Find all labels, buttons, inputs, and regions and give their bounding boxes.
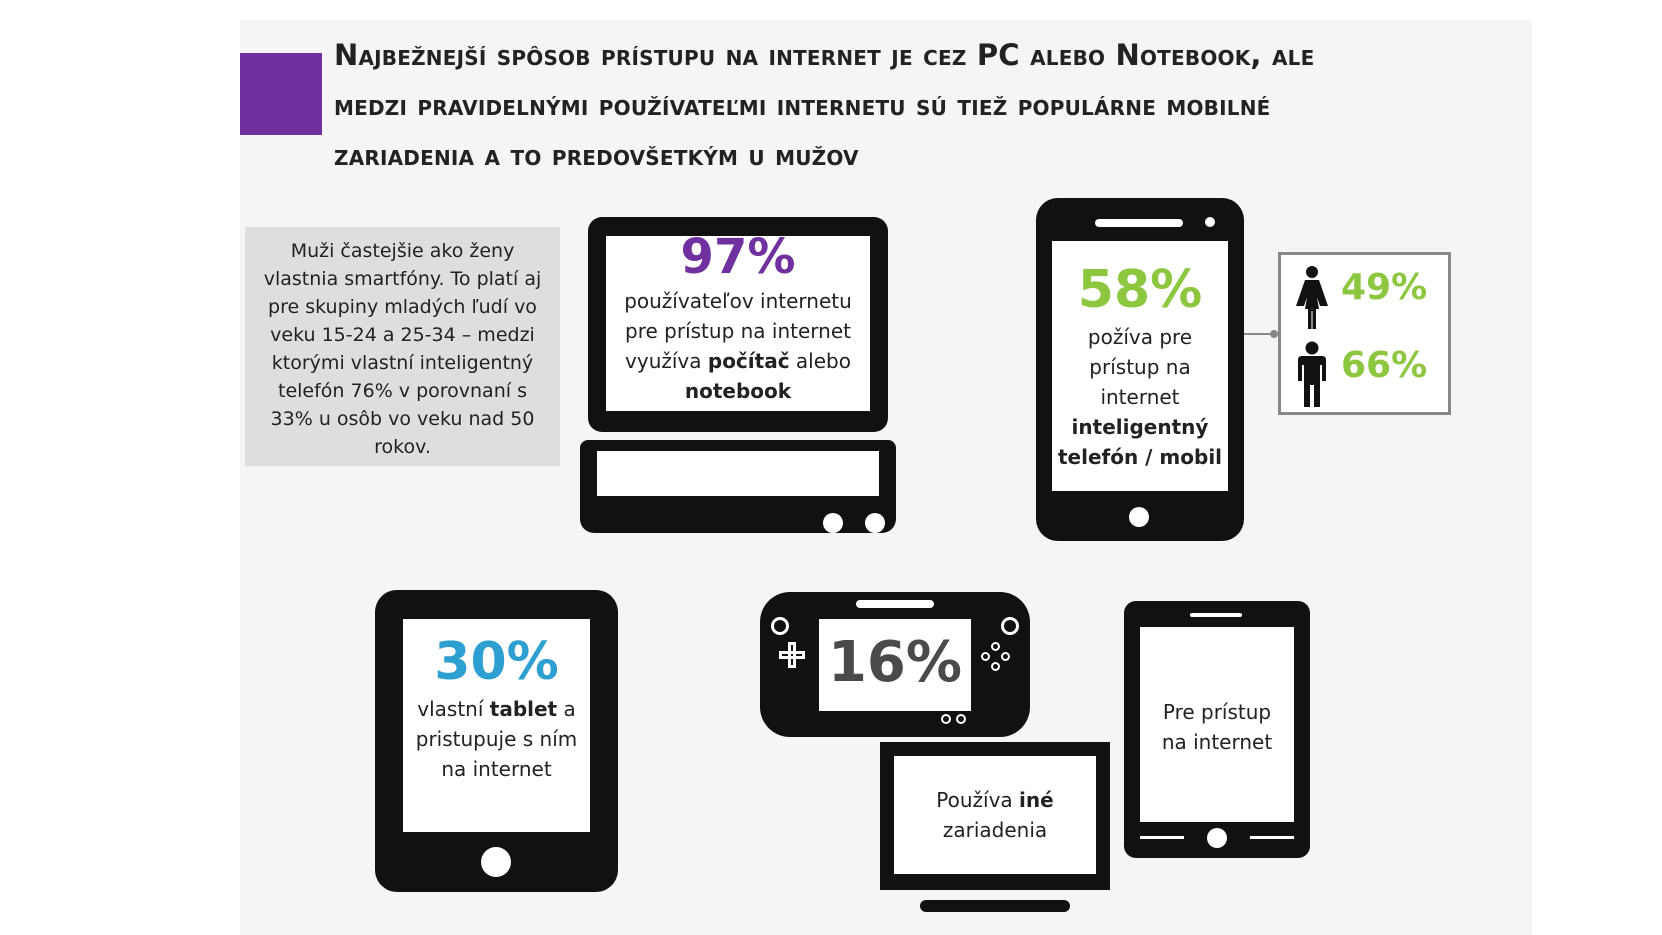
tablet-text-after: a pristupuje s ním na internet — [415, 697, 578, 781]
laptop-stat — [606, 228, 870, 406]
gender-breakdown — [1278, 252, 1451, 415]
male-icon — [1295, 341, 1329, 409]
female-icon — [1293, 265, 1331, 331]
tablet-stat — [403, 630, 590, 784]
title-line-2: medzi pravidelnými používateľmi internetu sú tiež populárne mobilné — [334, 88, 1271, 122]
title-line-3: zariadenia a to predovšetkým u mužov — [334, 138, 859, 172]
monitor-bold: iné — [1019, 788, 1054, 812]
laptop-bold-notebook: notebook — [684, 379, 792, 403]
monitor-text — [894, 785, 1096, 845]
gamepad-percent: 16% — [827, 630, 963, 695]
phone-percent: 58% — [1077, 260, 1203, 320]
gender-connector-dot — [1270, 330, 1278, 338]
smartphone-note: Muži častejšie ako ženy vlastnia smartfóny. To platí aj pre skupiny mladých ľudí vo veku 15-24 a 25-34 – medzi ktorými vlastní inteligentný telefón 76% v porovnaní s 33% u osôb vo veku nad 50 rokov. — [245, 227, 560, 466]
second-phone-text: Pre prístup na internet — [1161, 700, 1273, 754]
title-accent-square — [240, 53, 322, 135]
tablet-text-before: vlastní — [417, 697, 484, 721]
laptop-bold-computer: počítač — [707, 349, 790, 373]
laptop-percent: 97% — [680, 229, 796, 285]
phone-stat — [1052, 258, 1228, 472]
laptop-text-mid: alebo — [795, 349, 851, 373]
male-percent: 66% — [1341, 345, 1428, 386]
phone-bold-device: inteligentný telefón / mobil — [1057, 415, 1223, 469]
tablet-percent: 30% — [434, 632, 559, 692]
female-percent: 49% — [1341, 267, 1428, 308]
phone-text: požíva pre prístup na internet — [1087, 325, 1193, 409]
laptop-text: používateľov internetu pre prístup na internet využíva — [624, 289, 852, 373]
title-line-1: Najbežnejší spôsob prístupu na internet je cez PC alebo Notebook, ale — [334, 38, 1315, 72]
monitor-text-after: zariadenia — [942, 818, 1048, 842]
page-title — [334, 30, 1514, 180]
monitor-text-before: Používa — [936, 788, 1013, 812]
tablet-bold: tablet — [489, 697, 558, 721]
